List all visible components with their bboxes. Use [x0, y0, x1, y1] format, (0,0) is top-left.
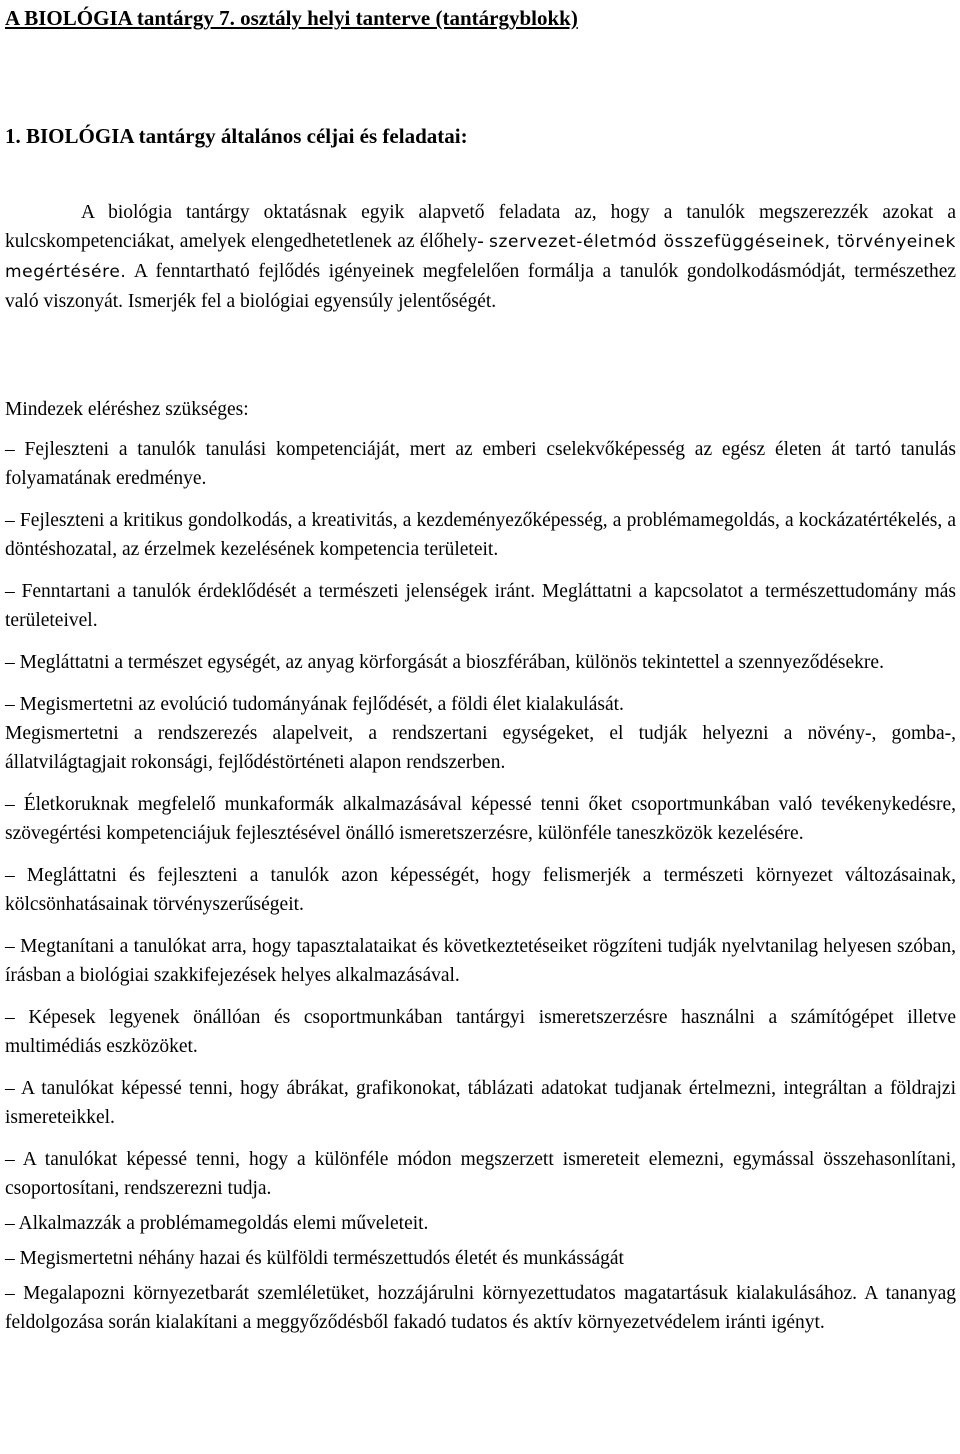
list-item: – Megalapozni környezetbarát szemléletüket, hozzájárulni környezettudatos magatartásuk kialakulásához. A tananyag feldolgozása során kialakítani a meggyőződésből fakadó tudatos és aktív környezetvédelem iránti igényt.: [5, 1283, 956, 1333]
list-item: – Megláttatni és fejleszteni a tanulók azon képességét, hogy felismerjék a természeti környezet változásainak, kölcsönhatásainak törvényszerűségeit.: [5, 865, 956, 915]
section-heading: 1. BIOLÓGIA tantárgy általános céljai és feladatai:: [5, 124, 468, 148]
lead-sentence: Mindezek eléréshez szükséges:: [5, 399, 249, 420]
list-item: – Megismertetni néhány hazai és külföldi természettudós életét és munkásságát: [5, 1248, 624, 1269]
intro-text-part1: A biológia tantárgy oktatásnak egyik alapvető feladata az, hogy a tanulók megszerezzék azokat a kulcskompetenciákat, amelyek elengedhetetlenek az élőhely-: [5, 202, 956, 252]
intro-text-part3: A fenntartható fejlődés igényeinek megfelelően formálja a tanulók gondolkodásmódját, természethez való viszonyát. Ismerjék fel a biológiai egyensúly jelentőségét.: [5, 261, 956, 312]
goals-list: [5, 435, 956, 1337]
list-item: – Fejleszteni a tanulók tanulási kompetenciáját, mert az emberi cselekvőképesség az egész életen át tartó tanulás folyamatának eredménye.: [5, 439, 956, 489]
list-item: – Képesek legyenek önállóan és csoportmunkában tantárgyi ismeretszerzésre használni a számítógépet illetve multimédiás eszközöket.: [5, 1007, 956, 1057]
list-item: – Megláttatni a természet egységét, az anyag körforgását a bioszférában, különös tekintettel a szennyeződésekre.: [5, 652, 884, 673]
list-item: – A tanulókat képessé tenni, hogy ábrákat, grafikonokat, táblázati adatokat tudjanak értelmezni, integráltan a földrajzi ismereteikkel.: [5, 1078, 956, 1128]
list-item: – Fenntartani a tanulók érdeklődését a természeti jelenségek iránt. Megláttatni a kapcsolatot a természettudomány más területeivel.: [5, 581, 956, 631]
list-item: – Megismertetni az evolúció tudományának fejlődését, a földi élet kialakulását.: [5, 694, 624, 715]
list-item: – Megtanítani a tanulókat arra, hogy tapasztalataikat és következtetéseiket rögzíteni tudják nyelvtanilag helyesen szóban, írásban a biológiai szakkifejezések helyes alkalmazásával.: [5, 936, 956, 986]
intro-paragraph: [5, 198, 956, 316]
list-item: – Életkoruknak megfelelő munkaformák alkalmazásával képessé tenni őket csoportmunkában való tevékenykedésre, szövegértési kompetenciájuk fejlesztésével önálló ismeretszerzésre, különféle taneszközök kezelésére.: [5, 794, 956, 844]
list-item: – Alkalmazzák a problémamegoldás elemi műveleteit.: [5, 1213, 429, 1234]
intro-text-part2: szervezet-életmód összefüggéseinek, törvényeinek megértésére.: [5, 232, 956, 282]
list-item: Megismertetni a rendszerezés alapelveit, a rendszertani egységeket, el tudják helyezni a növény-, gomba-, állatvilágtagjait rokonsági, fejlődéstörténeti alapon rendszerben.: [5, 723, 956, 773]
document-title: A BIOLÓGIA tantárgy 7. osztály helyi tanterve (tantárgyblokk): [5, 6, 578, 30]
list-item: – Fejleszteni a kritikus gondolkodás, a kreativitás, a kezdeményezőképesség, a problémamegoldás, a kockázatértékelés, a döntéshozatal, az érzelmek kezelésének kompetencia területeit.: [5, 510, 956, 560]
list-item: – A tanulókat képessé tenni, hogy a különféle módon megszerzett ismereteit elemezni, egymással összehasonlítani, csoportosítani, rendszerezni tudja.: [5, 1149, 956, 1199]
